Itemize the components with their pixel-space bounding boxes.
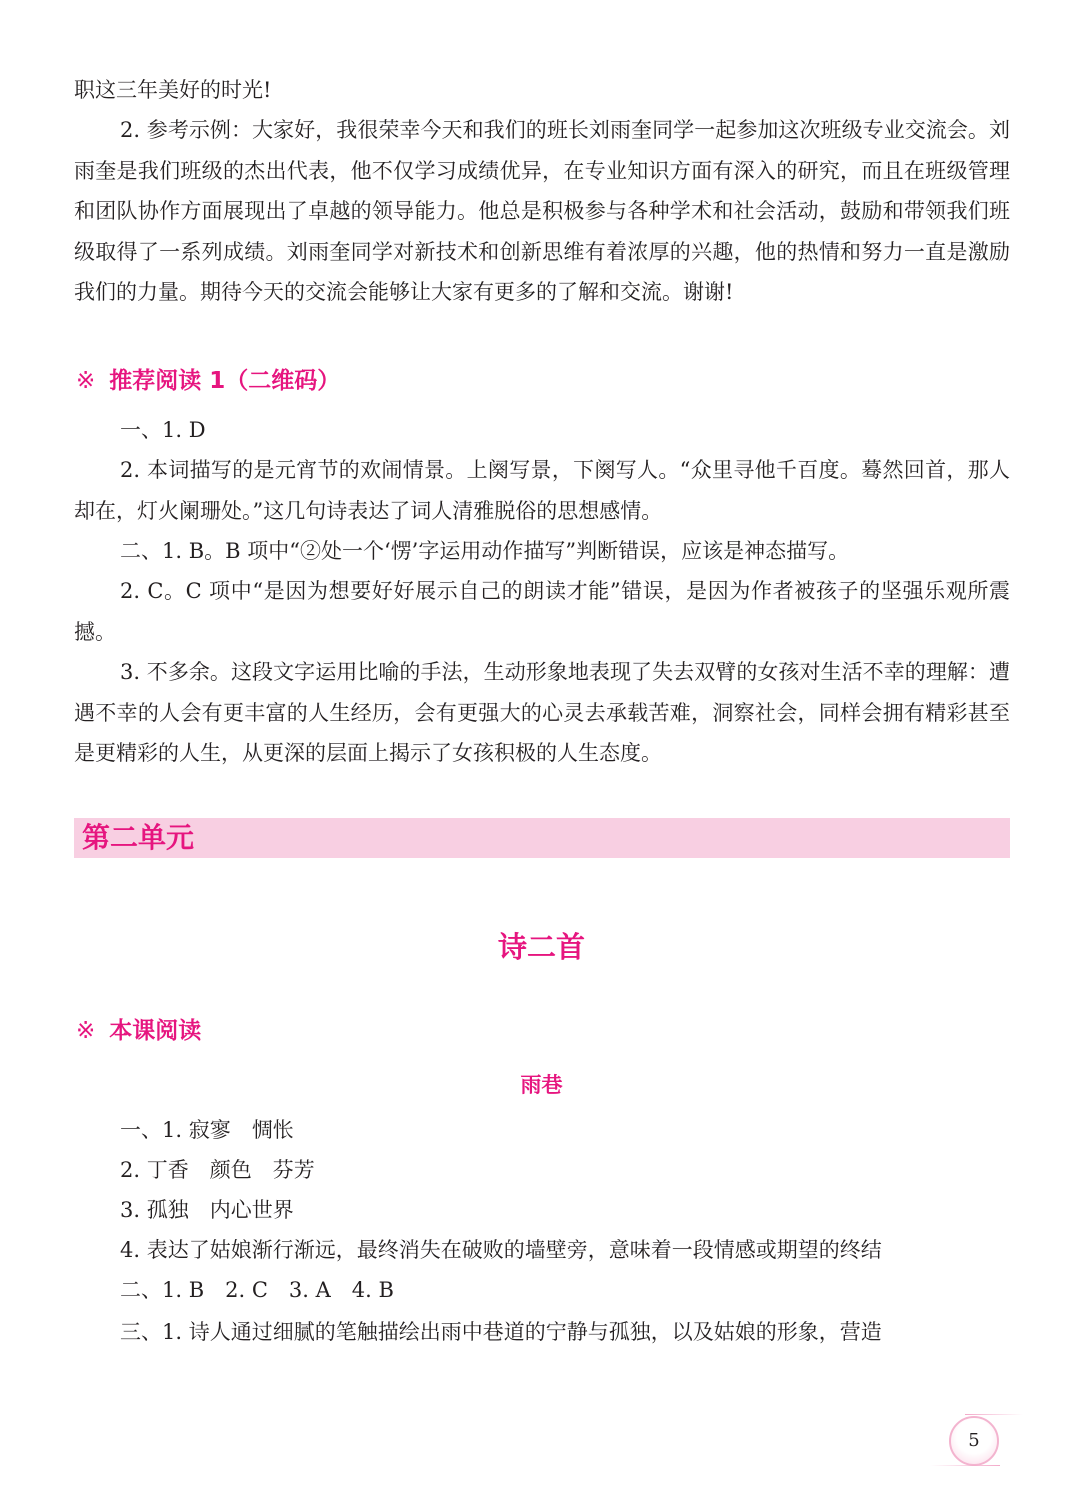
section-heading-lesson: [76, 1016, 201, 1046]
poem-answer-line: 二、1. B 2. C 3. A 4. B: [120, 1278, 394, 1302]
page-circle: [949, 1416, 999, 1466]
poem-answer-line: 三、1. 诗人通过细腻的笔触描绘出雨中巷道的宁静与孤独，以及姑娘的形象，营造: [120, 1320, 882, 1344]
answer-paragraph-2: 2. 参考示例：大家好，我很荣幸今天和我们的班长刘雨奎同学一起参加这次班级专业交流会。刘雨奎是我们班级的杰出代表，他不仅学习成绩优异，在专业知识方面有深入的研究，而且在班级管理和团队协作方面展现出了卓越的领导能力。他总是积极参与各种学术和社会活动，鼓励和带领我们班级取得了一系列成绩。刘雨奎同学对新技术和创新思维有着浓厚的兴趣，他的热情和努力一直是激励我们的力量。期待今天的交流会能够让大家有更多的了解和交流。谢谢!: [74, 118, 1010, 304]
section-title: 本课阅读: [109, 1018, 202, 1044]
poem-answer-line: 4. 表达了姑娘渐行渐远，最终消失在破败的墙壁旁，意味着一段情感或期望的终结: [120, 1238, 882, 1262]
continuation-line: 职这三年美好的时光!: [74, 78, 272, 102]
page-number-badge: [925, 1410, 1025, 1470]
section-title: 推荐阅读 1（二维码）: [109, 368, 341, 394]
decorative-line: [930, 1465, 1000, 1466]
reference-mark-icon: ※: [76, 1018, 96, 1044]
answer-item: 二、1. B。B 项中“②处一个‘愣’字运用动作描写”判断错误，应该是神态描写。: [120, 539, 850, 563]
answer-item: 2. C。C 项中“是因为想要好好展示自己的朗读才能”错误，是因为作者被孩子的坚强乐观所震撼。: [74, 579, 1010, 644]
answer-item: 2. 本词描写的是元宵节的欢闹情景。上阕写景，下阕写人。“众里寻他千百度。蓦然回首，那人却在，灯火阑珊处。”这几句诗表达了词人清雅脱俗的思想感情。: [74, 458, 1010, 523]
answer-item: 3. 不多余。这段文字运用比喻的手法，生动形象地表现了失去双臂的女孩对生活不幸的理解：遭遇不幸的人会有更丰富的人生经历，会有更强大的心灵去承载苦难，洞察社会，同样会拥有精彩甚至是更精彩的人生，从更深的层面上揭示了女孩积极的人生态度。: [74, 660, 1010, 765]
poem-answer-line: 一、1. 寂寥 惆怅: [120, 1118, 294, 1142]
poem-answer-line: 3. 孤独 内心世界: [120, 1198, 294, 1222]
answer-item: 一、1. D: [120, 418, 206, 442]
reference-mark-icon: ※: [76, 368, 96, 394]
poem-title: 雨巷: [520, 1072, 563, 1097]
lesson-title: 诗二首: [497, 930, 585, 964]
unit-banner: [74, 818, 1010, 858]
decorative-line: [965, 1414, 1023, 1415]
poem-answer-line: 2. 丁香 颜色 芬芳: [120, 1158, 315, 1182]
page-number: 5: [968, 1430, 980, 1451]
unit-title: 第二单元: [82, 821, 195, 854]
section-heading-recommended: [76, 366, 340, 396]
